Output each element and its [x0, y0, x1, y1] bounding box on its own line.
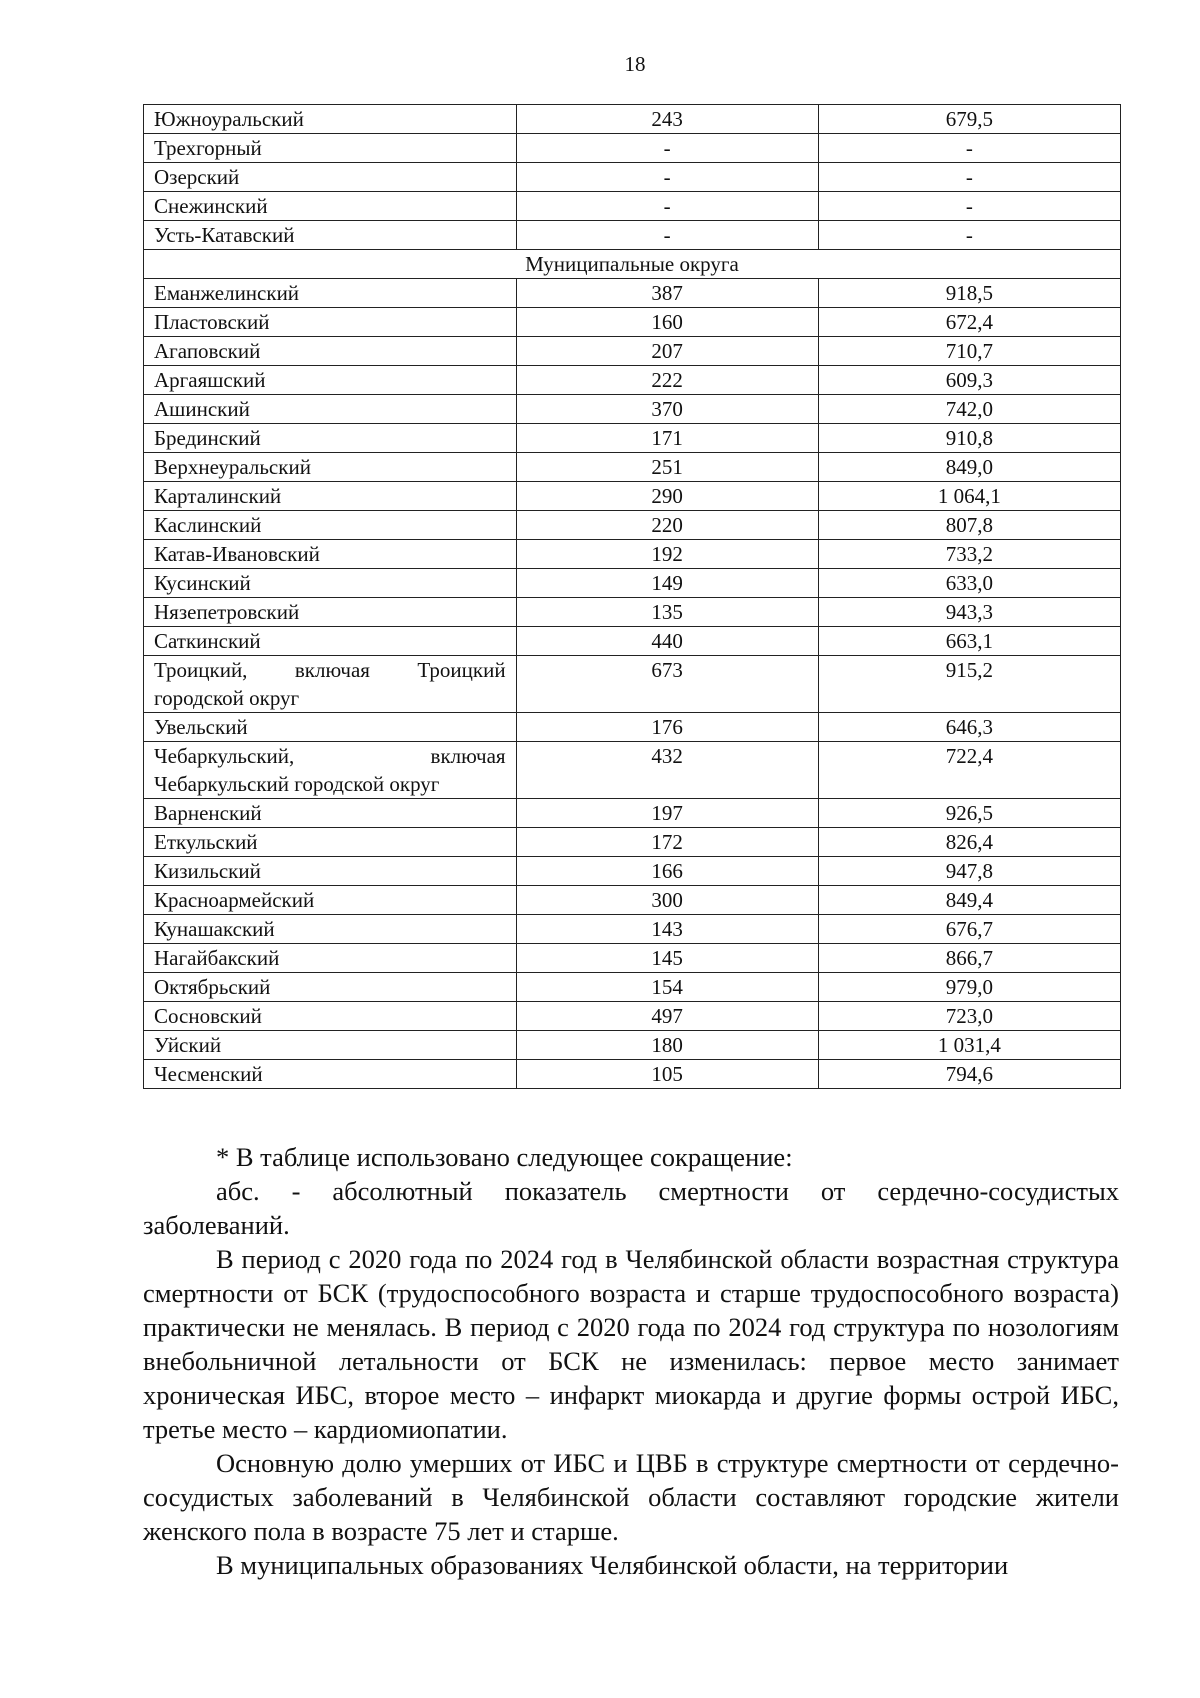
absolute-value-cell: 180	[516, 1031, 818, 1060]
district-name-cell: Кусинский	[144, 569, 517, 598]
district-name-cell: Увельский	[144, 713, 517, 742]
district-name-cell: Озерский	[144, 163, 517, 192]
rate-value-cell: -	[818, 134, 1120, 163]
absolute-value-cell: 387	[516, 279, 818, 308]
rate-value-cell: 1 031,4	[818, 1031, 1120, 1060]
district-name-cell: Сосновский	[144, 1002, 517, 1031]
rate-value-cell: 676,7	[818, 915, 1120, 944]
page-number: 18	[624, 52, 646, 76]
table-row	[144, 395, 1121, 424]
table-row	[144, 163, 1121, 192]
table-row	[144, 915, 1121, 944]
table-row	[144, 857, 1121, 886]
table-row	[144, 973, 1121, 1002]
rate-value-cell: 609,3	[818, 366, 1120, 395]
district-name-cell: Южноуральский	[144, 105, 517, 134]
district-name-cell: Нязепетровский	[144, 598, 517, 627]
absolute-value-cell: 497	[516, 1002, 818, 1031]
rate-value-cell: -	[818, 192, 1120, 221]
district-name-cell: Варненский	[144, 799, 517, 828]
rate-value-cell: 926,5	[818, 799, 1120, 828]
rate-value-cell: 979,0	[818, 973, 1120, 1002]
rate-value-cell: 866,7	[818, 944, 1120, 973]
table-row	[144, 1060, 1121, 1089]
mortality-table-body	[144, 105, 1121, 1089]
rate-value-cell: -	[818, 221, 1120, 250]
table-row	[144, 799, 1121, 828]
table-row	[144, 742, 1121, 799]
district-name-cell: Снежинский	[144, 192, 517, 221]
district-name-cell: Октябрьский	[144, 973, 517, 1002]
rate-value-cell: 849,4	[818, 886, 1120, 915]
table-row	[144, 886, 1121, 915]
absolute-value-cell: 243	[516, 105, 818, 134]
rate-value-cell: 915,2	[818, 656, 1120, 713]
table-row	[144, 1031, 1121, 1060]
district-name-cell: Карталинский	[144, 482, 517, 511]
table-row	[144, 453, 1121, 482]
district-name-cell: Чесменский	[144, 1060, 517, 1089]
absolute-value-cell: 172	[516, 828, 818, 857]
table-row	[144, 627, 1121, 656]
mortality-table	[143, 104, 1121, 1089]
absolute-value-cell: 154	[516, 973, 818, 1002]
rate-value-cell: 633,0	[818, 569, 1120, 598]
absolute-value-cell: 160	[516, 308, 818, 337]
absolute-value-cell: 145	[516, 944, 818, 973]
table-row	[144, 713, 1121, 742]
absolute-value-cell: 105	[516, 1060, 818, 1089]
rate-value-cell: 672,4	[818, 308, 1120, 337]
district-name-cell: Усть-Катавский	[144, 221, 517, 250]
rate-value-cell: 794,6	[818, 1060, 1120, 1089]
table-row	[144, 598, 1121, 627]
table-row	[144, 337, 1121, 366]
footnote-title: * В таблице использовано следующее сокращение:	[216, 1142, 793, 1172]
absolute-value-cell: 222	[516, 366, 818, 395]
table-row	[144, 511, 1121, 540]
district-name-cell: Красноармейский	[144, 886, 517, 915]
rate-value-cell: 742,0	[818, 395, 1120, 424]
absolute-value-cell: 149	[516, 569, 818, 598]
absolute-value-cell: 673	[516, 656, 818, 713]
district-name-cell: Трехгорный	[144, 134, 517, 163]
rate-value-cell: 947,8	[818, 857, 1120, 886]
district-name-cell: Ашинский	[144, 395, 517, 424]
absolute-value-cell: -	[516, 192, 818, 221]
rate-value-cell: 918,5	[818, 279, 1120, 308]
absolute-value-cell: 251	[516, 453, 818, 482]
table-row	[144, 308, 1121, 337]
district-name-cell: Кунашакский	[144, 915, 517, 944]
table-row	[144, 944, 1121, 973]
rate-value-cell: 807,8	[818, 511, 1120, 540]
district-name-cell: Еманжелинский	[144, 279, 517, 308]
district-name-cell: Чебаркульский, включая Чебаркульский городской округ	[144, 742, 517, 799]
rate-value-cell: 679,5	[818, 105, 1120, 134]
absolute-value-cell: 207	[516, 337, 818, 366]
absolute-value-cell: 370	[516, 395, 818, 424]
rate-value-cell: 1 064,1	[818, 482, 1120, 511]
district-name-cell: Кизильский	[144, 857, 517, 886]
table-row	[144, 482, 1121, 511]
district-name-cell: Верхнеуральский	[144, 453, 517, 482]
district-name-cell: Аргаяшский	[144, 366, 517, 395]
table-row	[144, 656, 1121, 713]
absolute-value-cell: -	[516, 134, 818, 163]
district-name-cell: Еткульский	[144, 828, 517, 857]
absolute-value-cell: 432	[516, 742, 818, 799]
absolute-value-cell: 176	[516, 713, 818, 742]
district-name-cell: Троицкий, включая Троицкий городской округ	[144, 656, 517, 713]
rate-value-cell: -	[818, 163, 1120, 192]
absolute-value-cell: 290	[516, 482, 818, 511]
rate-value-cell: 710,7	[818, 337, 1120, 366]
table-row	[144, 279, 1121, 308]
table-row	[144, 540, 1121, 569]
absolute-value-cell: 220	[516, 511, 818, 540]
body-text	[143, 1140, 1119, 1582]
absolute-value-cell: -	[516, 163, 818, 192]
rate-value-cell: 826,4	[818, 828, 1120, 857]
district-name-cell: Саткинский	[144, 627, 517, 656]
table-row	[144, 192, 1121, 221]
section-row	[144, 250, 1121, 279]
rate-value-cell: 646,3	[818, 713, 1120, 742]
absolute-value-cell: 300	[516, 886, 818, 915]
rate-value-cell: 723,0	[818, 1002, 1120, 1031]
absolute-value-cell: 171	[516, 424, 818, 453]
absolute-value-cell: 440	[516, 627, 818, 656]
district-name-cell: Брединский	[144, 424, 517, 453]
absolute-value-cell: 135	[516, 598, 818, 627]
absolute-value-cell: 166	[516, 857, 818, 886]
table-row	[144, 366, 1121, 395]
rate-value-cell: 910,8	[818, 424, 1120, 453]
rate-value-cell: 733,2	[818, 540, 1120, 569]
rate-value-cell: 849,0	[818, 453, 1120, 482]
footnote-abbreviation: абс. - абсолютный показатель смертности от сердечно-сосудистых заболеваний.	[143, 1176, 1119, 1240]
rate-value-cell: 663,1	[818, 627, 1120, 656]
paragraph: В муниципальных образованиях Челябинской области, на территории	[216, 1550, 1009, 1580]
paragraph: В период с 2020 года по 2024 год в Челябинской области возрастная структура смертности от БСК (трудоспособного возраста и старше трудоспособного возраста) практически не менялась. В период с 2020 года по 2024 год структура по нозологиям внебольничной летальности от БСК не изменилась: первое место занимает хроническая ИБС, второе место – инфаркт миокарда и другие формы острой ИБС, третье место – кардиомиопатии.	[143, 1244, 1119, 1444]
table-row	[144, 828, 1121, 857]
district-name-cell: Агаповский	[144, 337, 517, 366]
table-row	[144, 221, 1121, 250]
table-row	[144, 134, 1121, 163]
table-row	[144, 1002, 1121, 1031]
district-name-cell: Катав-Ивановский	[144, 540, 517, 569]
absolute-value-cell: 197	[516, 799, 818, 828]
absolute-value-cell: -	[516, 221, 818, 250]
section-title: Муниципальные округа	[144, 250, 1121, 279]
absolute-value-cell: 143	[516, 915, 818, 944]
rate-value-cell: 943,3	[818, 598, 1120, 627]
district-name-cell: Пластовский	[144, 308, 517, 337]
rate-value-cell: 722,4	[818, 742, 1120, 799]
district-name-cell: Уйский	[144, 1031, 517, 1060]
district-name-cell: Нагайбакский	[144, 944, 517, 973]
district-name-cell: Каслинский	[144, 511, 517, 540]
table-row	[144, 424, 1121, 453]
absolute-value-cell: 192	[516, 540, 818, 569]
table-row	[144, 105, 1121, 134]
paragraph: Основную долю умерших от ИБС и ЦВБ в структуре смертности от сердечно-сосудистых заболеваний в Челябинской области составляют городские жители женского пола в возрасте 75 лет и старше.	[143, 1448, 1119, 1546]
table-row	[144, 569, 1121, 598]
